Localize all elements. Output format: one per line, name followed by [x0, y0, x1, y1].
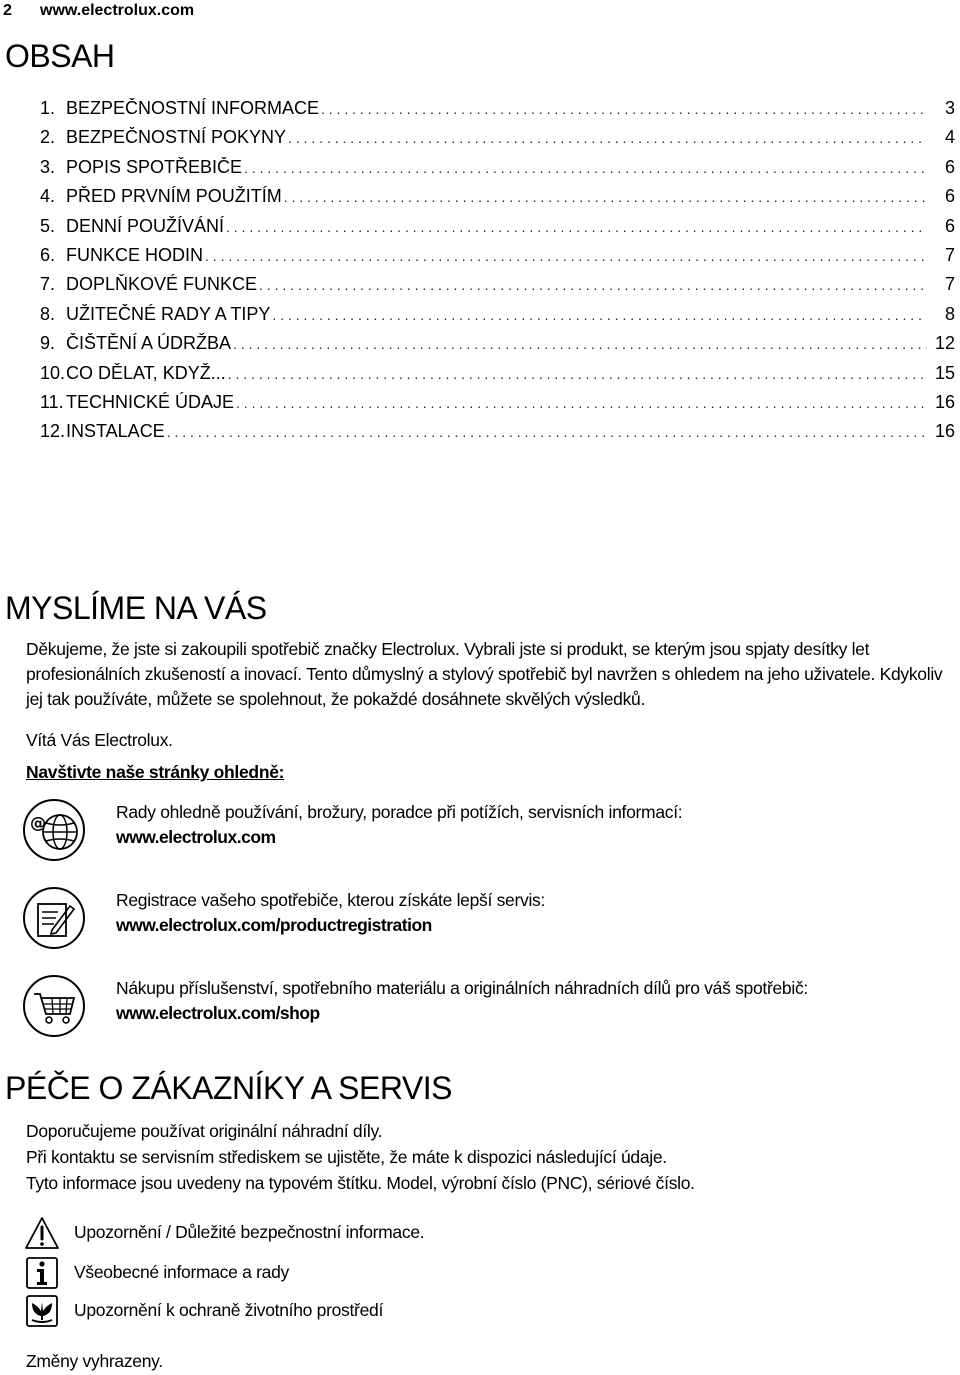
symbol-text: Upozornění / Důležité bezpečnostní informace. [74, 1222, 425, 1242]
toc-page: 12 [934, 333, 955, 354]
toc-item[interactable] [40, 245, 955, 274]
toc-number: 10. [40, 362, 66, 383]
shopping-cart-icon [22, 974, 86, 1038]
svg-text:@: @ [30, 813, 46, 832]
toc-item[interactable] [40, 421, 955, 450]
toc-label: BEZPEČNOSTNÍ POKYNY [66, 127, 287, 148]
registration-link[interactable]: www.electrolux.com/productregistration [116, 915, 432, 935]
toc-number: 11. [40, 391, 64, 412]
toc-leader [231, 336, 927, 352]
toc-label: ČIŠTĚNÍ A ÚDRŽBA [66, 333, 232, 354]
intro-paragraph: Děkujeme, že jste si zakoupili spotřebič značky Electrolux. Vybrali jste si produkt, se kterým jsou spjaty desítky let profesionálních zkušeností a inovací. Tento důmyslný a stylový spotřebič byl navržen s ohledem na jeho uživatele. Kdykoliv jej tak používáte, můžete se spolehnout, že pokaždé dosáhnete skvělých výsledků. [26, 639, 943, 709]
toc-leader [203, 248, 927, 264]
toc-page: 3 [944, 98, 955, 118]
link-row-text [116, 976, 808, 1026]
toc-leader [165, 424, 927, 440]
toc-leader [286, 130, 927, 146]
toc-label: CO DĚLAT, KDYŽ... [66, 362, 226, 383]
environment-icon [24, 1294, 60, 1328]
toc-leader [242, 160, 927, 176]
toc-page: 6 [944, 215, 955, 236]
toc-label: INSTALACE [66, 421, 165, 442]
toc-item[interactable] [40, 363, 955, 392]
toc-label: UŽITEČNÉ RADY A TIPY [66, 303, 271, 324]
toc-number: 1. [40, 98, 56, 118]
care-line: Tyto informace jsou uvedeny na typovém štítku. Model, výrobní číslo (PNC), sériové číslo. [26, 1173, 695, 1193]
site-url: www.electrolux.com [40, 2, 195, 19]
toc-page: 16 [934, 391, 955, 412]
toc-page: 6 [944, 156, 955, 177]
toc-label: TECHNICKÉ ÚDAJE [66, 391, 235, 412]
warning-icon [24, 1216, 60, 1250]
toc-label: POPIS SPOTŘEBIČE [66, 156, 243, 177]
symbol-row-info [24, 1256, 924, 1290]
toc-number: 3. [40, 156, 56, 177]
toc-leader [257, 277, 927, 293]
toc-leader [270, 307, 927, 323]
care-line: Při kontaktu se servisním střediskem se ujistěte, že máte k dispozici následující údaje. [26, 1147, 667, 1167]
section-title-care: PÉČE O ZÁKAZNÍKY A SERVIS [5, 1070, 452, 1106]
toc-number: 2. [40, 127, 56, 148]
toc-number: 9. [40, 333, 56, 354]
symbol-row-warning [24, 1216, 924, 1250]
toc-number: 5. [40, 215, 56, 236]
support-link[interactable]: www.electrolux.com [116, 827, 276, 847]
link-description: Rady ohledně používání, brožury, poradce při potížích, servisních informací: [116, 802, 683, 822]
section-title-thinking: MYSLÍME NA VÁS [5, 590, 267, 626]
toc-page: 4 [944, 127, 955, 148]
link-row-text [116, 888, 545, 938]
toc-leader [319, 101, 927, 117]
toc-leader [234, 395, 927, 411]
toc-item[interactable] [40, 304, 955, 333]
toc-item[interactable] [40, 392, 955, 421]
toc-number: 8. [40, 303, 56, 324]
toc-item[interactable] [40, 216, 955, 245]
toc-number: 6. [40, 244, 56, 265]
toc-title: OBSAH [5, 38, 115, 74]
toc-number: 7. [40, 274, 56, 295]
visit-heading: Navštivte naše stránky ohledně: [26, 762, 285, 782]
toc-item[interactable] [40, 186, 955, 215]
toc-page: 7 [944, 244, 955, 265]
toc-leader [282, 189, 927, 205]
table-of-contents [40, 98, 955, 451]
welcome-text: Vítá Vás Electrolux. [26, 730, 173, 750]
toc-leader [224, 219, 927, 235]
shop-link[interactable]: www.electrolux.com/shop [116, 1003, 320, 1023]
info-icon [24, 1256, 60, 1290]
toc-label: DENNÍ POUŽÍVÁNÍ [66, 215, 225, 236]
toc-number: 12. [40, 421, 66, 442]
page-number: 2 [3, 2, 12, 19]
link-description: Nákupu příslušenství, spotřebního materiálu a originálních náhradních dílů pro váš spotřebič: [116, 978, 808, 998]
toc-item[interactable] [40, 333, 955, 362]
toc-page: 8 [944, 303, 955, 324]
toc-item[interactable] [40, 157, 955, 186]
symbol-row-environment [24, 1294, 924, 1328]
toc-number: 4. [40, 186, 56, 207]
toc-label: BEZPEČNOSTNÍ INFORMACE [66, 98, 320, 118]
symbol-text: Všeobecné informace a rady [74, 1262, 289, 1282]
link-row-text [116, 800, 682, 850]
care-line: Doporučujeme používat originální náhradní díly. [26, 1121, 383, 1141]
toc-label: PŘED PRVNÍM POUŽITÍM [66, 186, 282, 207]
care-paragraph [26, 1118, 956, 1196]
toc-page: 15 [934, 362, 955, 383]
web-globe-icon [22, 798, 86, 862]
changes-notice: Změny vyhrazeny. [26, 1351, 163, 1371]
toc-page: 7 [944, 274, 955, 295]
registration-form-icon [22, 886, 86, 950]
toc-item[interactable] [40, 127, 955, 156]
toc-label: FUNKCE HODIN [66, 244, 204, 265]
toc-page: 16 [934, 421, 955, 442]
symbol-text: Upozornění k ochraně životního prostředí [74, 1300, 384, 1320]
link-description: Registrace vašeho spotřebiče, kterou získáte lepší servis: [116, 890, 546, 910]
toc-label: DOPLŇKOVÉ FUNKCE [66, 274, 258, 295]
toc-item[interactable] [40, 98, 955, 127]
toc-page: 6 [944, 186, 955, 207]
toc-item[interactable] [40, 274, 955, 303]
toc-leader [226, 366, 927, 382]
